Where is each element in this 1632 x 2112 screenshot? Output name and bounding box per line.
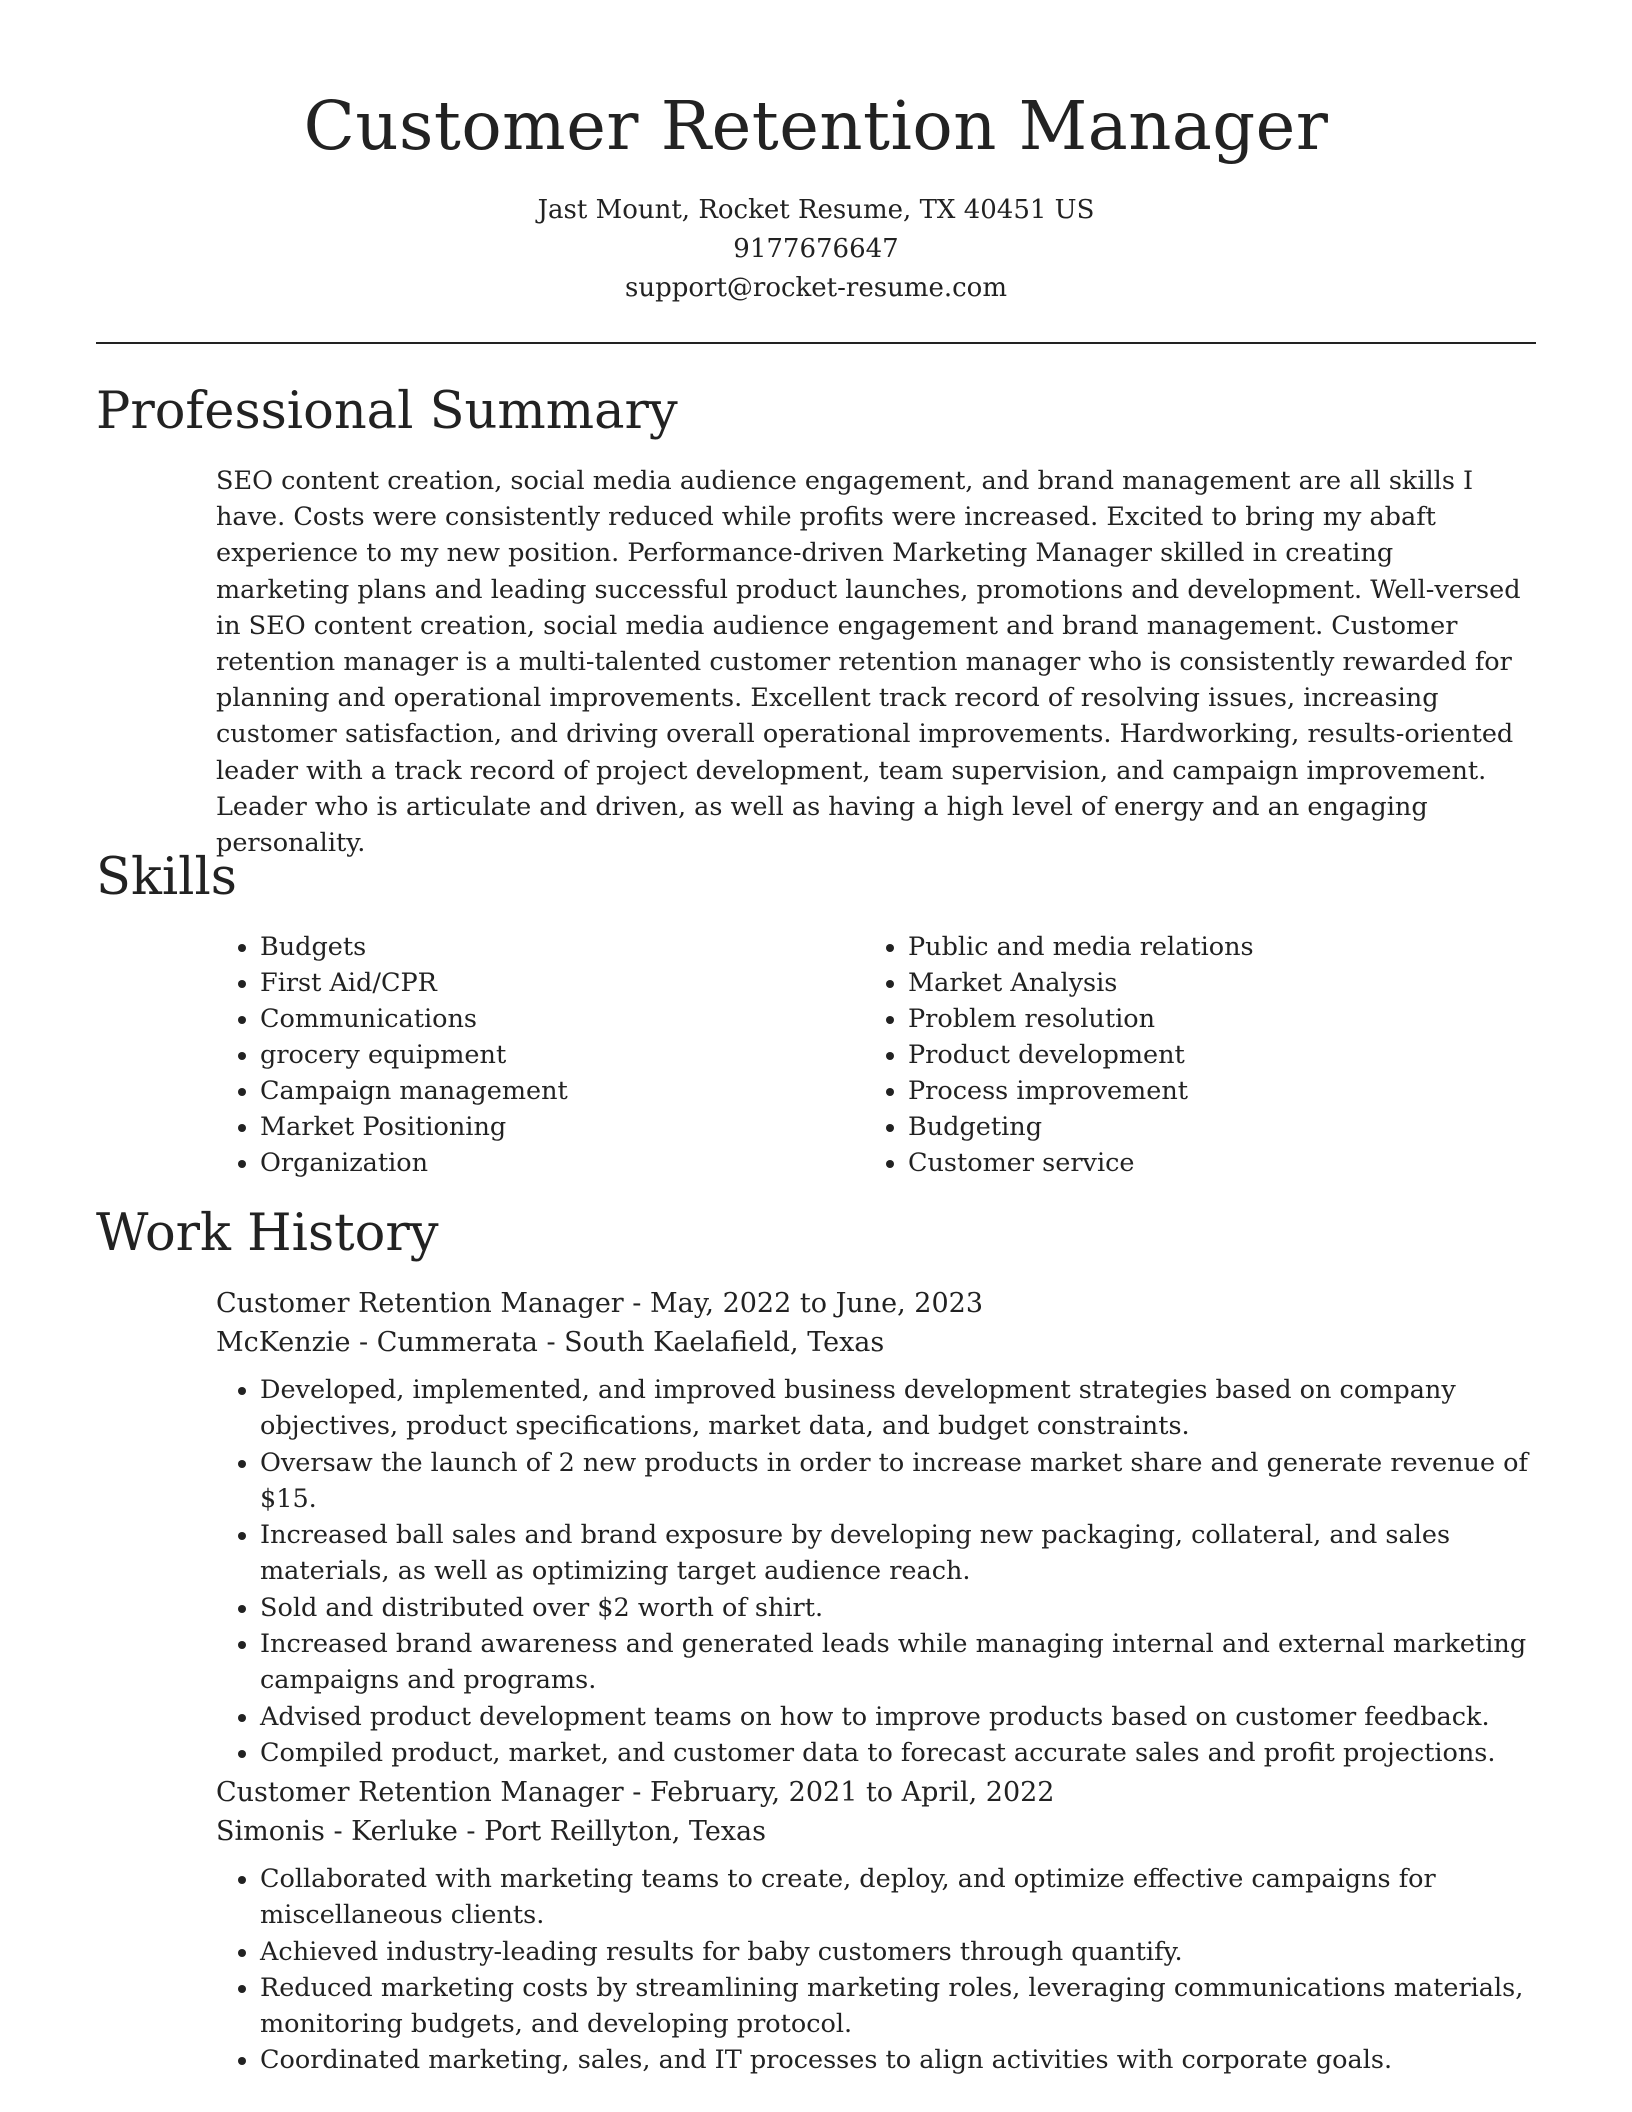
job-bullet: • Compiled product, market, and customer data to forecast accurate sales and profit projections. bbox=[260, 1735, 1546, 1771]
skill-item: • grocery equipment bbox=[260, 1037, 568, 1073]
header-divider bbox=[96, 342, 1536, 344]
skill-item: • Organization bbox=[260, 1145, 568, 1181]
skill-item: • Communications bbox=[260, 1001, 568, 1037]
job-company-location: McKenzie - Cummerata - South Kaelafield, Texas bbox=[216, 1327, 885, 1358]
skill-item: • Market Analysis bbox=[908, 965, 1254, 1001]
skill-item: • Process improvement bbox=[908, 1073, 1254, 1109]
job-bullet: • Reduced marketing costs by streamlining marketing roles, leveraging communications materials, monitoring budgets, and developing protocol. bbox=[260, 1970, 1546, 2043]
contact-info bbox=[0, 191, 1632, 308]
skills-list-right bbox=[864, 929, 1254, 1181]
contact-address: Jast Mount, Rocket Resume, TX 40451 US bbox=[537, 195, 1095, 225]
job-bullets bbox=[216, 1861, 1546, 2079]
job-bullet: • Increased ball sales and brand exposure by developing new packaging, collateral, and sales materials, as well as optimizing target audience reach. bbox=[260, 1517, 1546, 1590]
skill-item: • Market Positioning bbox=[260, 1109, 568, 1145]
job-bullet: • Developed, implemented, and improved business development strategies based on company objectives, product specifications, market data, and budget constraints. bbox=[260, 1372, 1546, 1445]
job-bullet: • Increased brand awareness and generated leads while managing internal and external marketing campaigns and programs. bbox=[260, 1626, 1546, 1699]
skills-list-left bbox=[216, 929, 568, 1181]
skill-item: • Budgets bbox=[260, 929, 568, 965]
job-bullet: • Collaborated with marketing teams to create, deploy, and optimize effective campaigns for miscellaneous clients. bbox=[260, 1861, 1546, 1934]
contact-phone: 9177676647 bbox=[733, 234, 899, 264]
skill-item: • Budgeting bbox=[908, 1109, 1254, 1145]
resume-name: Customer Retention Manager bbox=[303, 87, 1329, 165]
job-title-dates: Customer Retention Manager - May, 2022 to June, 2023 bbox=[216, 1288, 984, 1319]
job-entry bbox=[216, 1773, 1546, 2079]
job-entry bbox=[216, 1284, 1546, 1771]
job-bullet: • Achieved industry-leading results for baby customers through quantify. bbox=[260, 1934, 1546, 1970]
skill-item: • First Aid/CPR bbox=[260, 965, 568, 1001]
job-company-location: Simonis - Kerluke - Port Reillyton, Texas bbox=[216, 1816, 767, 1847]
work-history-heading: Work History bbox=[96, 1204, 439, 1263]
job-bullet: • Oversaw the launch of 2 new products in order to increase market share and generate revenue of $15. bbox=[260, 1445, 1546, 1518]
summary-text: SEO content creation, social media audience engagement, and brand management are all skills I have. Costs were consistently reduced while profits were increased. Excited to bring my abaft experience to my new position. Performance-driven Marketing Manager skilled in creating marketing plans and leading successful product launches, promotions and development. Well-versed in SEO content creation, social media audience engagement and brand management. Customer retention manager is a multi-talented customer retention manager who is consistently rewarded for planning and operational improvements. Excellent track record of resolving issues, increasing customer satisfaction, and driving overall operational improvements. Hardworking, results-oriented leader with a track record of project development, team supervision, and campaign improvement. Leader who is articulate and driven, as well as having a high level of energy and an engaging personality. bbox=[216, 466, 1521, 859]
skill-item: • Customer service bbox=[908, 1145, 1254, 1181]
skills-heading: Skills bbox=[96, 848, 237, 907]
contact-email: support@rocket-resume.com bbox=[624, 273, 1007, 303]
skill-item: • Campaign management bbox=[260, 1073, 568, 1109]
skill-item: • Product development bbox=[908, 1037, 1254, 1073]
job-bullets bbox=[216, 1372, 1546, 1771]
job-bullet: • Sold and distributed over $2 worth of shirt. bbox=[260, 1590, 1546, 1626]
skill-item: • Problem resolution bbox=[908, 1001, 1254, 1037]
job-bullet: • Coordinated marketing, sales, and IT processes to align activities with corporate goals. bbox=[260, 2042, 1546, 2078]
skill-item: • Public and media relations bbox=[908, 929, 1254, 965]
job-bullet: • Advised product development teams on how to improve products based on customer feedback. bbox=[260, 1699, 1546, 1735]
job-title-dates: Customer Retention Manager - February, 2021 to April, 2022 bbox=[216, 1777, 1055, 1808]
summary-heading: Professional Summary bbox=[96, 382, 678, 441]
